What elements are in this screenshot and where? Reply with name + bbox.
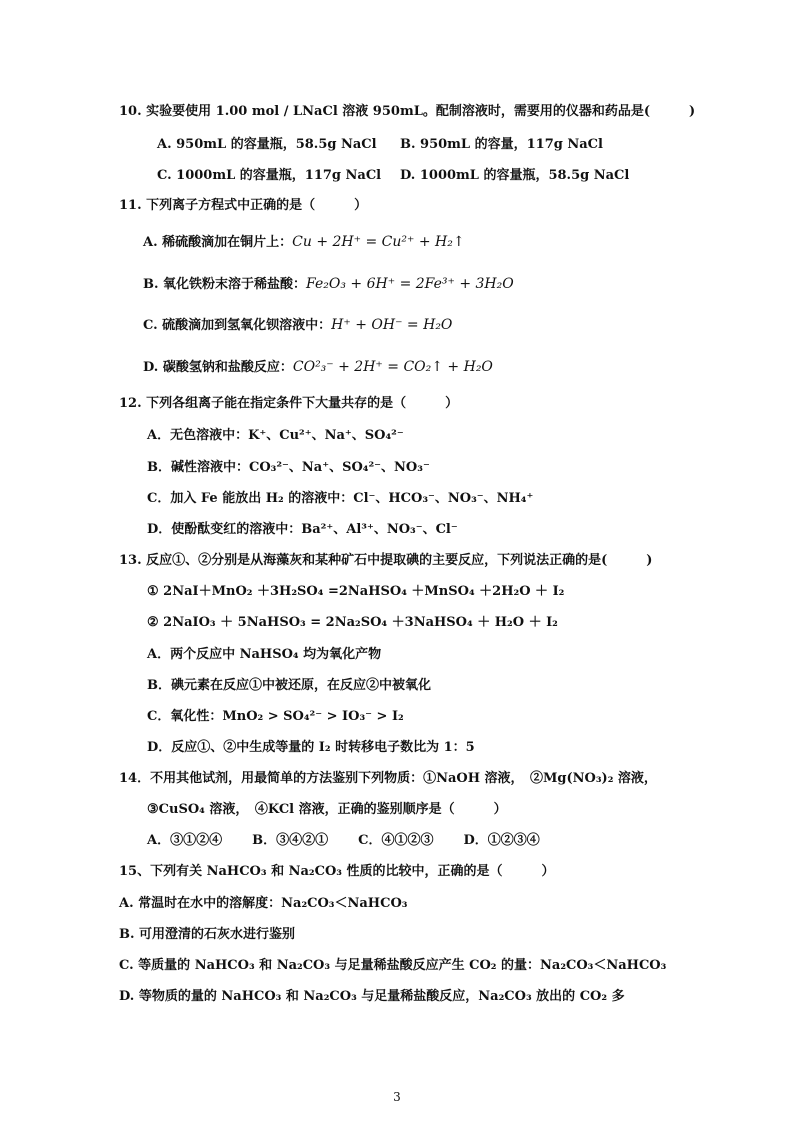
q13-option-b: B．碘元素在反应①中被还原，在反应②中被氧化 — [147, 678, 431, 693]
q11-option-d-equation: CO²₃⁻ + 2H⁺ = CO₂↑ + H₂O — [292, 359, 493, 375]
q14-option-b: B．③④②① — [252, 833, 329, 848]
q13-stem: 13. 反应①、②分别是从海藻灰和某种矿石中提取碘的主要反应，下列说法正确的是( ) — [119, 553, 653, 568]
q10-option-d: D. 1000mL 的容量瓶，58.5g NaCl — [400, 168, 630, 183]
q11-option-a-label: A. 稀硫酸滴加在铜片上： — [143, 235, 293, 250]
q10-option-c: C. 1000mL 的容量瓶，117g NaCl — [157, 168, 382, 183]
page-number: 3 — [393, 1090, 401, 1104]
q14-options — [147, 832, 540, 850]
q15-stem: 15、下列有关 NaHCO₃ 和 Na₂CO₃ 性质的比较中，正确的是（ ） — [119, 864, 555, 879]
q11-option-c-label: C. 硫酸滴加到氢氧化钡溶液中： — [143, 318, 332, 333]
q12-option-b: B．碱性溶液中：CO₃²⁻、Na⁺、SO₄²⁻、NO₃⁻ — [147, 460, 430, 475]
q10-option-a: A. 950mL 的容量瓶，58.5g NaCl — [157, 137, 377, 152]
q10-option-b: B. 950mL 的容量，117g NaCl — [400, 137, 603, 152]
q11-option-d — [143, 358, 493, 377]
q12-option-a: A．无色溶液中：K⁺、Cu²⁺、Na⁺、SO₄²⁻ — [147, 428, 404, 443]
q14-stem-continued: ③CuSO₄ 溶液， ④KCl 溶液，正确的鉴别顺序是（ ） — [147, 802, 507, 817]
q11-stem: 11. 下列离子方程式中正确的是（ ） — [119, 198, 368, 213]
q13-option-a: A．两个反应中 NaHSO₄ 均为氧化产物 — [147, 647, 382, 662]
q12-option-c: C．加入 Fe 能放出 H₂ 的溶液中：Cl⁻、HCO₃⁻、NO₃⁻、NH₄⁺ — [147, 491, 534, 506]
q11-option-c — [143, 316, 452, 335]
q10-stem: 10. 实验要使用 1.00 mol / LNaCl 溶液 950mL。配制溶液时，需要用的仪器和药品是( ) — [119, 104, 696, 119]
q12-option-d: D．使酚酞变红的溶液中：Ba²⁺、Al³⁺、NO₃⁻、Cl⁻ — [147, 522, 458, 537]
q13-option-c: C．氧化性：MnO₂ > SO₄²⁻ > IO₃⁻ > I₂ — [147, 709, 404, 724]
q13-option-d: D．反应①、②中生成等量的 I₂ 时转移电子数比为 1：5 — [147, 740, 475, 755]
q13-reaction-2: ② 2NaIO₃ ＋ 5NaHSO₃ = 2Na₂SO₄ ＋3NaHSO₄ ＋ H₂O ＋ I₂ — [147, 615, 558, 630]
q11-option-d-label: D. 碳酸氢钠和盐酸反应： — [143, 360, 293, 375]
q13-reaction-1: ① 2NaI＋MnO₂ ＋3H₂SO₄ =2NaHSO₄ ＋MnSO₄ ＋2H₂O ＋ I₂ — [147, 584, 565, 599]
q15-option-a: A. 常温时在水中的溶解度：Na₂CO₃＜NaHCO₃ — [119, 896, 408, 911]
q15-option-b: B. 可用澄清的石灰水进行鉴别 — [119, 927, 296, 942]
q15-option-d: D. 等物质的量的 NaHCO₃ 和 Na₂CO₃ 与足量稀盐酸反应，Na₂CO₃ 放出的 CO₂ 多 — [119, 989, 625, 1004]
q14-option-d: D．①②③④ — [463, 833, 540, 848]
q14-stem: 14．不用其他试剂，用最简单的方法鉴别下列物质：①NaOH 溶液， ②Mg(NO₃)₂ 溶液， — [119, 771, 657, 786]
q14-option-a: A．③①②④ — [147, 833, 223, 848]
q14-option-c: C．④①②③ — [358, 833, 434, 848]
q11-option-a — [143, 233, 465, 252]
q11-option-c-equation: H⁺ + OH⁻ = H₂O — [331, 317, 453, 333]
q11-option-a-equation: Cu + 2H⁺ = Cu²⁺ + H₂↑ — [292, 234, 465, 250]
q15-option-c: C. 等质量的 NaHCO₃ 和 Na₂CO₃ 与足量稀盐酸反应产生 CO₂ 的量：Na₂CO₃＜NaHCO₃ — [119, 958, 667, 973]
q11-option-b-label: B. 氧化铁粉末溶于稀盐酸： — [143, 277, 307, 292]
q12-stem: 12. 下列各组离子能在指定条件下大量共存的是（ ） — [119, 396, 459, 411]
q11-option-b-equation: Fe₂O₃ + 6H⁺ = 2Fe³⁺ + 3H₂O — [306, 276, 514, 292]
q11-option-b — [143, 275, 514, 294]
